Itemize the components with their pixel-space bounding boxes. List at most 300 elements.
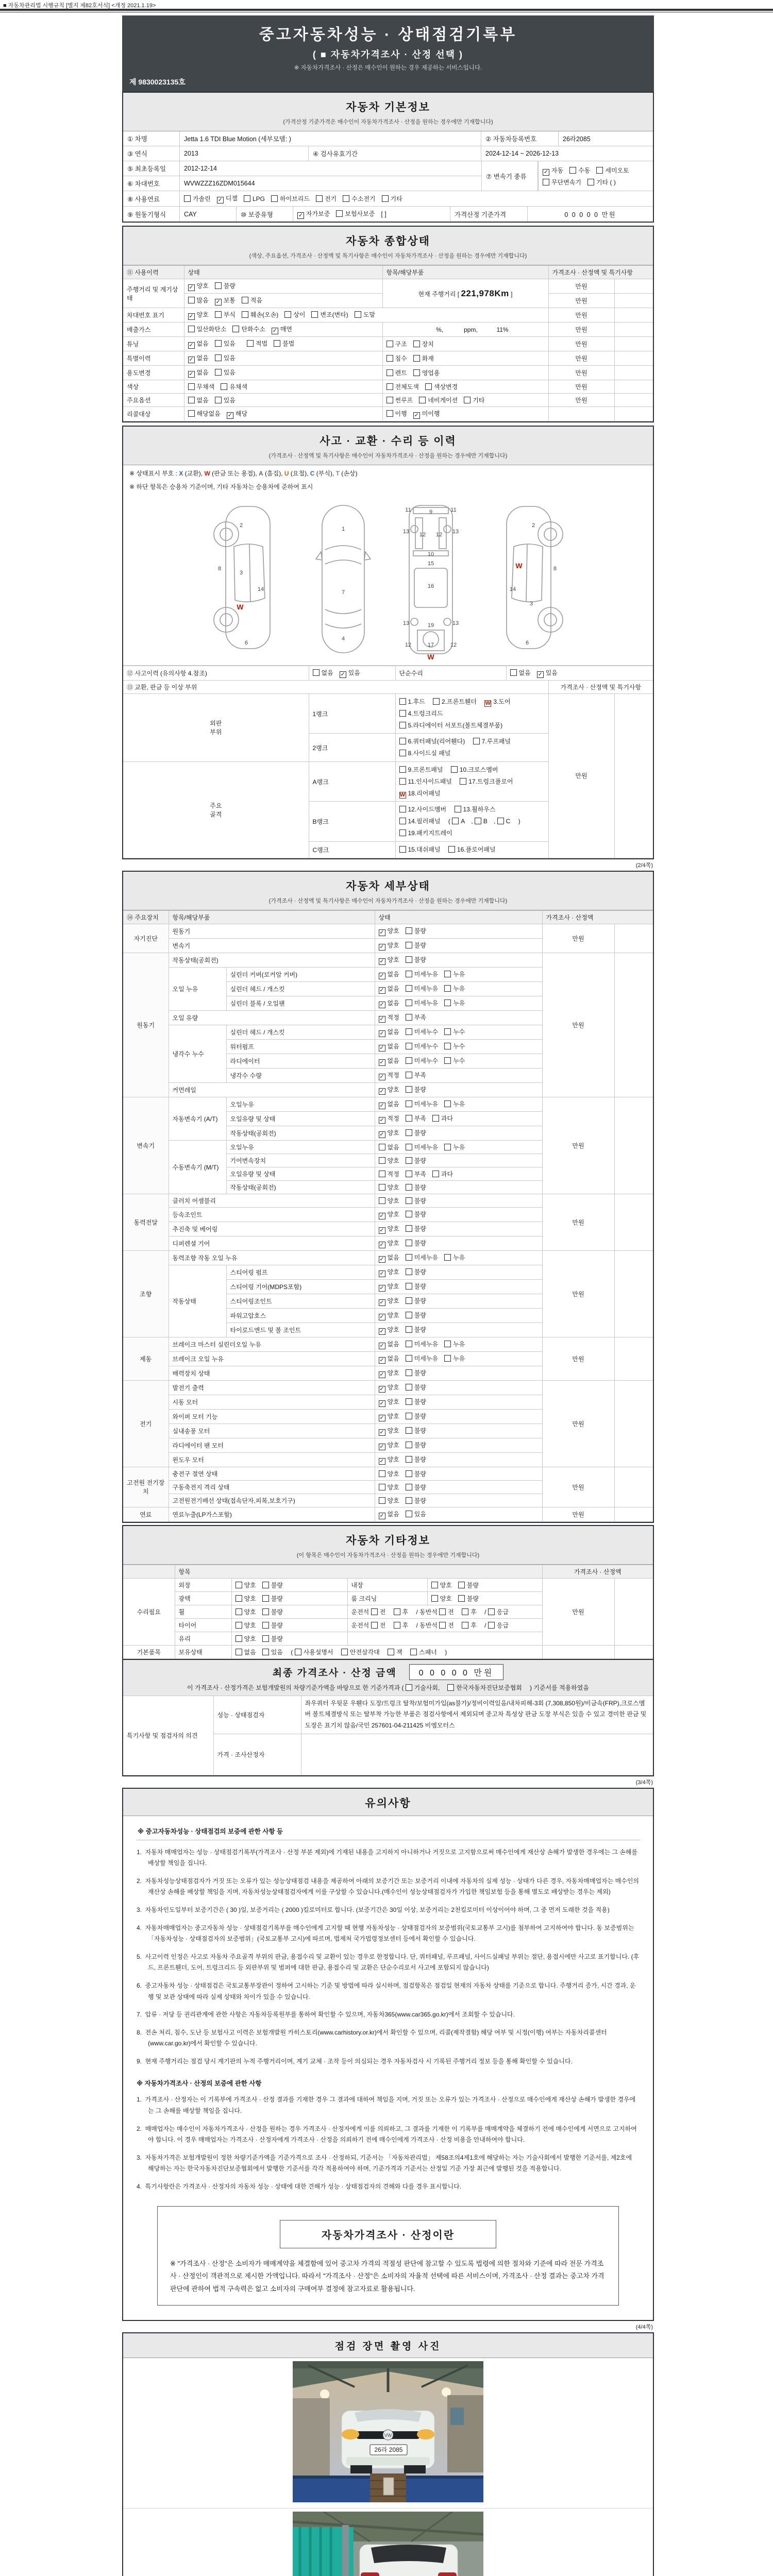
checkbox-option[interactable]: 불량: [406, 1283, 426, 1290]
checkbox-option[interactable]: 스패너: [410, 1649, 437, 1656]
checkbox-option[interactable]: 미세누수: [406, 1057, 438, 1064]
page-marker-3: (3/4쪽): [635, 1779, 653, 1786]
checkbox-option[interactable]: 많음: [188, 297, 209, 304]
checkbox-option[interactable]: 누유: [444, 1254, 465, 1261]
checkbox-option[interactable]: 불량: [406, 1326, 426, 1333]
checkbox-option[interactable]: 미세누유: [406, 1341, 438, 1348]
checkbox-option[interactable]: 불량: [406, 1157, 426, 1164]
checkbox-option[interactable]: 불법: [274, 340, 294, 347]
col-blank: [123, 1565, 175, 1578]
price-remarks-header: 가격조사 · 산정액 및 특기사항: [548, 681, 653, 694]
checkbox-option[interactable]: ✓ 양호: [379, 1427, 399, 1434]
checkbox-option[interactable]: 1.후드: [399, 698, 425, 705]
detail-item: 시동 모터: [169, 1395, 375, 1409]
checkbox-option[interactable]: 불량: [406, 1384, 426, 1391]
checkbox-option[interactable]: ✓ 자가보증: [297, 210, 330, 217]
checkbox-option[interactable]: 누유: [444, 971, 465, 978]
checkbox-option[interactable]: 4.트렁크리드: [399, 710, 443, 717]
checkbox-option[interactable]: W 3.도어: [485, 698, 511, 706]
checkbox-option[interactable]: ✓ 양호: [188, 311, 209, 318]
checkbox-option[interactable]: 2.프론트휀더: [433, 698, 477, 705]
checkbox-option[interactable]: ✓ 양호: [379, 1211, 399, 1218]
checkbox-option[interactable]: 7.루프패널: [473, 738, 511, 745]
photo-rear-container: [123, 2509, 653, 2576]
checkbox-option[interactable]: 양호: [379, 1497, 399, 1504]
detail-item: 작동상태(공회전): [226, 1126, 375, 1140]
checkbox-option[interactable]: 미세누수: [406, 1028, 438, 1036]
checkbox-option[interactable]: 누수: [444, 1028, 465, 1036]
checkbox-option[interactable]: 침수: [386, 355, 407, 362]
rank-label: 1랭크: [309, 694, 395, 734]
checkbox-option[interactable]: ✓ 양호: [379, 1369, 399, 1377]
checkbox-option[interactable]: 장치: [413, 341, 434, 348]
checkbox-option[interactable]: 양호: [379, 1184, 399, 1191]
checkbox-option[interactable]: ✓ 없음: [379, 985, 399, 992]
checkbox-option[interactable]: 불량: [262, 1582, 283, 1589]
overall-table: ⑪ 사용이력 상태 항목/해당부품 가격조사 · 산정액 및 특기사항 주행거리 및 계기상태 ✓양호 불량 현재 주행거리 [ 221,978Km ] 만원 많음 ✓ 보통 적음 만원 차대번호 표기 ✓ 양호 부식 훼손(오손) 상이 변조(변타) 도말 만원 배출가스 일산화탄소 탄화수소 ✓ 매연 %, ppm, 11% 만원 튜닝 ✓ 없음 있음 적법 불법 구조 장치 만원 특별이력 ✓ 없음 있음 침수 화재 만원 용도변경 ✓ 없음 있음 렌트 영업용 만원 색상 무채색 유채색 전체도색 색상변경 만원 주요옵션 없음 있음 썬루프 네비게이션 기타 만원 리콜대상 해당없음 ✓ 해당 이행 ✓ 미이행: [123, 265, 653, 421]
checkbox-option[interactable]: 불량: [406, 927, 426, 935]
value-vin: WVWZZZ16ZDM015644: [184, 180, 255, 187]
checkbox-option[interactable]: B: [475, 818, 488, 825]
label-transmission: ⑦ 변속기 종류: [481, 161, 538, 191]
checkbox-option[interactable]: 썬루프: [386, 397, 413, 404]
checkbox-option[interactable]: 없음: [379, 1144, 399, 1151]
col-item-part: 항목/해당부품: [382, 266, 548, 279]
checkbox-option[interactable]: ✓ 양호: [379, 1240, 399, 1247]
checkbox-option[interactable]: 불량: [406, 1268, 426, 1276]
checkbox-option[interactable]: 미세누유: [406, 1144, 438, 1151]
row-튜닝: 튜닝: [123, 337, 184, 351]
checkbox-option[interactable]: 전: [371, 1608, 386, 1616]
checkbox-option[interactable]: 불량: [406, 1197, 426, 1205]
checkbox-option[interactable]: 불량: [458, 1595, 479, 1602]
checkbox-option[interactable]: C: [497, 818, 511, 825]
checkbox-option[interactable]: 있음: [406, 1511, 426, 1518]
detail-item: 구동축전지 격리 상태: [169, 1480, 375, 1494]
svg-text:1: 1: [341, 526, 345, 532]
checkbox-option[interactable]: 없음: [236, 1649, 256, 1656]
detail-item: 동력조향 작동 오일 누유: [169, 1250, 375, 1265]
checkbox-option[interactable]: 불량: [406, 1470, 426, 1478]
detail-item: 냉각수 수량: [226, 1068, 375, 1082]
warranty-options: [297, 209, 381, 219]
notices-list-1: [137, 1847, 640, 2067]
checkbox-option[interactable]: ✓ 양호: [379, 1398, 399, 1405]
notice-item: 6. 중고자동차 성능 · 상태점검은 국토교통부장관이 정하여 고시하는 기준 및 방법에 따라 실시하며, 점검항목은 점검일 현재의 자동차 상태를 기준으로 합니다. 주행거리 증가, 시간 경과, 운행 및 보관 상태에 따라 실제 상태와 차이가 있을 수 있습니다.: [137, 1981, 636, 2001]
notice-item: 4. 특기사항란은 가격조사 · 산정자의 자동차 성능 · 상태에 대한 견해가 성능 · 상태점검자의 견해와 다를 경우 표시합니다.: [137, 2183, 462, 2191]
checkbox-option[interactable]: 불량: [406, 1427, 426, 1434]
checkbox-option[interactable]: 15.대쉬패널: [399, 846, 441, 853]
checkbox-option[interactable]: 미세누유: [406, 985, 438, 992]
checkbox-option[interactable]: 불량: [406, 1442, 426, 1449]
checkbox-option[interactable]: 불량: [262, 1622, 283, 1629]
checkbox-option[interactable]: 양호: [379, 1484, 399, 1491]
svg-text:19: 19: [427, 622, 434, 629]
checkbox-option[interactable]: 19.패키지트레이: [399, 829, 452, 837]
detail-item: 오일유량 및 상태: [226, 1111, 375, 1126]
checkbox-option[interactable]: 상이: [284, 311, 305, 318]
checkbox-option[interactable]: 있음: [262, 1649, 283, 1656]
checkbox-option[interactable]: 기타: [464, 397, 484, 404]
checkbox-option[interactable]: 무단변속기: [543, 179, 581, 186]
accident-history-label: ⑫ 사고이력 (유의사항 4.참조): [123, 666, 309, 681]
checkbox-option[interactable]: 불량: [406, 1369, 426, 1377]
svg-text:4: 4: [341, 636, 345, 642]
overall-note: (색상, 주요옵션, 가격조사 · 산정액 및 특기사항은 매수인이 자동차가격조사 · 산정을 원하는 경우에만 기재합니다): [249, 253, 527, 259]
checkbox-option[interactable]: 불량: [406, 1240, 426, 1247]
detail-item: 실린더 헤드 / 개스킷: [226, 1025, 375, 1039]
checkbox-option[interactable]: 불량: [406, 942, 426, 949]
checkbox-option[interactable]: ✓ 없음: [379, 999, 399, 1007]
value-first-registered: 2012-12-14: [184, 165, 217, 172]
checkbox-option[interactable]: ✓ 없음: [379, 1043, 399, 1050]
checkbox-option[interactable]: 불량: [406, 1456, 426, 1463]
checkbox-option[interactable]: ✓ 양호: [379, 1384, 399, 1391]
checkbox-option[interactable]: 렌트: [386, 369, 407, 377]
checkbox-option[interactable]: 화재: [413, 355, 434, 362]
checkbox-option[interactable]: 응급: [488, 1622, 509, 1629]
checkbox-option[interactable]: 양호: [236, 1622, 256, 1629]
checkbox-option[interactable]: 12.사이드멤버: [399, 806, 447, 813]
checkbox-option[interactable]: 있음: [215, 397, 236, 404]
service-note: ※ 자동차가격조사 · 산정은 매수인이 원하는 경우 제공하는 서비스입니다.: [294, 65, 482, 71]
checkbox-option[interactable]: 14.필러패널: [399, 818, 441, 825]
checkbox-option[interactable]: 부족: [406, 1072, 426, 1079]
checkbox-option[interactable]: 누유: [444, 1341, 465, 1348]
checkbox-option[interactable]: ✓ 없음: [379, 971, 399, 978]
opinion-text: [301, 1734, 653, 1775]
section-basic-info: 자동차 기본정보 (가격산정 기준가격은 매수인이 자동차가격조사 · 산정을 원하는 경우에만 기재합니다) ① 차명 Jetta 1.6 TDI Blue Motion (세부모델: ) ② 자동차등록번호 26라2085 ③ 연식 2013 ④ 검사유효기간 2024-12-14 ~ 2026-12-13 ⑤ 최초등록일 2012-12-14 ⑥ 차대번호 WVWZZZ16ZDM015644 ⑦ 변속기 종류 ✓자동 수동 세미오토 무단변속기 기타 ( ) ⑧ 사용연료 가솔린 ✓ 디젤 LPG 하이브리드 전기 수소전기 기타 ⑨ 원동기형식 CAY ⑩ 보증유형 ✓ 자가보증 보험사보증 [ ] 가격산정 기준가격 0 0 0 0 0 만원: [122, 92, 654, 223]
checkbox-option[interactable]: ✓ 없음: [188, 340, 209, 347]
checkbox-option[interactable]: 불량: [458, 1582, 479, 1589]
checkbox-option[interactable]: 누수: [444, 1043, 465, 1050]
checkbox-option[interactable]: ✓ 보통: [215, 297, 236, 304]
checkbox-option[interactable]: 양호: [379, 1197, 399, 1205]
detail-item: 라디에이터: [226, 1054, 375, 1068]
checkbox-option[interactable]: ✓ 양호: [379, 1283, 399, 1290]
checkbox-option[interactable]: 적정: [379, 1171, 399, 1178]
detail-item: 브레이크 마스터 실린더오일 누유: [169, 1337, 375, 1351]
checkbox-option[interactable]: ✓ 양호: [379, 1456, 399, 1463]
checkbox-option[interactable]: 부족: [406, 1115, 426, 1122]
checkbox-option[interactable]: ✓ 양호: [379, 1312, 399, 1319]
checkbox-option[interactable]: 불량: [406, 1484, 426, 1491]
checkbox-option[interactable]: 훼손(오손): [242, 311, 278, 318]
subgroup-label: 오일 누유: [169, 967, 226, 1010]
checkbox-option[interactable]: ✓ 없음: [188, 354, 209, 362]
checkbox-option[interactable]: 적음: [242, 297, 262, 304]
checkbox-option[interactable]: 불량: [406, 1398, 426, 1405]
checkbox-option[interactable]: 기타: [382, 194, 402, 203]
checkbox-option[interactable]: ✓ 양호: [379, 927, 399, 935]
value-inspection-period: 2024-12-14 ~ 2026-12-13: [485, 150, 559, 157]
checkbox-option[interactable]: 불량: [262, 1635, 283, 1642]
checkbox-option[interactable]: 있음: [215, 369, 236, 376]
checkbox-option[interactable]: 색상변경: [425, 383, 458, 391]
checkbox-option[interactable]: ✓양호: [188, 282, 209, 290]
detail-item: 윈도우 모터: [169, 1452, 375, 1467]
checkbox-option[interactable]: 6.쿼터패널(리어휀다): [399, 738, 465, 745]
notice-item: 2. 자동차성능상태점검자가 거짓 또는 오류가 있는 성능상태점검 내용을 제공하여 아래의 보증기간 또는 보증거리 이내에 자동차의 실제 성능 · 상태가 다른 경우, 자동차매매업자는 매수인의 재산상 손해를 배상할 책임을 지며, 자동차성능상태점검자에게 이를 구상할 수 있습니다.(매수인이 성능상태점검자가 가입한 책임보험 등을 통해 별도로 배상받는 경우는 제외): [137, 1877, 640, 1896]
detail-title: 자동차 세부상태: [346, 880, 430, 892]
repair-item: 내장: [347, 1578, 427, 1591]
detail-item: 기어변속장치: [226, 1154, 375, 1167]
checkbox-option[interactable]: 하이브리드: [271, 194, 310, 203]
svg-text:2: 2: [531, 522, 535, 529]
other-title: 자동차 기타정보: [346, 1534, 430, 1547]
checkbox-option[interactable]: ✓자동: [543, 167, 563, 174]
checkbox-option[interactable]: 탄화수소: [232, 326, 265, 333]
checkbox-option[interactable]: 전: [439, 1622, 454, 1629]
checkbox-option[interactable]: 적법: [247, 340, 267, 347]
checkbox-option[interactable]: 양호: [236, 1595, 256, 1602]
checkbox-option[interactable]: ✓ 없음: [379, 1341, 399, 1348]
checkbox-option[interactable]: 무채색: [188, 383, 215, 391]
definition-box-title: 자동차가격조사 · 산정이란: [280, 2220, 496, 2248]
checkbox-option[interactable]: 가솔린: [184, 194, 211, 203]
checkbox-option[interactable]: ✓ 없음: [188, 369, 209, 376]
checkbox-option[interactable]: 이행: [386, 410, 407, 417]
section-detailed-condition: [122, 871, 654, 1523]
car-left-side-diagram: [209, 502, 287, 657]
checkbox-option[interactable]: ✓ 없음: [379, 1355, 399, 1362]
checkbox-option[interactable]: 미세누유: [406, 971, 438, 978]
checkbox-option[interactable]: 영업용: [413, 369, 440, 377]
detail-item: 원동기: [169, 924, 375, 938]
detail-item: 연료누출(LP가스포함): [169, 1507, 375, 1521]
checkbox-option[interactable]: 과다: [432, 1171, 453, 1178]
checkbox-option[interactable]: 잭: [388, 1649, 402, 1656]
checkbox-option[interactable]: 누유: [444, 1144, 465, 1151]
checkbox-option[interactable]: 누유: [444, 985, 465, 992]
checkbox-option[interactable]: 누유: [444, 1100, 465, 1108]
checkbox-option[interactable]: ✓ 적정: [379, 1014, 399, 1021]
notice-item: 1. 가격조사 · 산정자는 이 기록부에 가격조사 · 산정 결과를 기재한 경우 그 결과에 대하여 책임을 지며, 거짓 또는 오류가 있는 가격조사 · 산정으로 매수인에게 재산상 손해가 발생한 경우에는 그 손해를 배상할 책임을 집니다.: [137, 2096, 636, 2115]
checkbox-option[interactable]: 후: [462, 1622, 477, 1629]
checkbox-option[interactable]: 없음: [510, 669, 531, 676]
checkbox-option[interactable]: 미세누유: [406, 1254, 438, 1261]
checkbox-option[interactable]: 기술사회,: [406, 1684, 440, 1691]
section-notices: [122, 1788, 654, 2321]
checkbox-option[interactable]: 수소전기: [343, 194, 375, 203]
checkbox-option[interactable]: 변조(변타): [311, 311, 348, 318]
checkbox-option[interactable]: 누수: [444, 1057, 465, 1064]
opinion-group-label: 특기사항 및 점검자의 의견: [123, 1696, 213, 1775]
simple-repair-options: [506, 666, 653, 681]
checkbox-option[interactable]: 불량: [406, 1211, 426, 1218]
detail-item: 디퍼렌셜 기어: [169, 1236, 375, 1250]
group-outer-panel: 외판 부위: [123, 694, 309, 762]
checkbox-option[interactable]: 불량: [406, 1312, 426, 1319]
checkbox-option[interactable]: 불량: [406, 1497, 426, 1504]
rank-label: C랭크: [309, 841, 395, 858]
checkbox-option[interactable]: LPG: [244, 195, 265, 202]
checkbox-option[interactable]: ✓ 없음: [379, 1028, 399, 1036]
checkbox-option[interactable]: 불량: [406, 1297, 426, 1304]
checkbox-option[interactable]: 불량: [406, 1086, 426, 1093]
legend-note: ※ 하단 항목은 승용차 기준이며, 기타 자동차는 승용차에 준하여 표시: [129, 483, 313, 490]
checkbox-option[interactable]: ✓ 양호: [379, 1413, 399, 1420]
checkbox-option[interactable]: 부식: [215, 311, 236, 318]
svg-text:VW: VW: [384, 2432, 392, 2438]
checkbox-option[interactable]: 양호: [379, 1157, 399, 1164]
detail-table: ⑭ 주요장치 항목/해당부품 상태 가격조사 · 산정액 자기진단 원동기 ✓ 양호 불량 만원 변속기 ✓ 양호 불량 원동기 작동상태(공회전) ✓ 양호 불량 만원 오일 누유 실린더 커버(로커암 커버) ✓ 없음 미세누유 누유 실린더 헤드 / 개스킷 ✓ 없음 미세누유 누유 실린더 블록 / 오일팬 ✓ 없음 미세누유 누유 오일 유량 ✓ 적정 부족 냉각수 누수 실린더 헤드 / 개스킷 ✓ 없음 미세누수 누수 워터펌프 ✓ 없음 미세누수 누수 라디에이터 ✓ 없음 미세누수 누수 냉각수 수량 ✓ 적정 부족 커먼레일 ✓ 양호 불량 변속기 자동변속기 (A/T) 오일누유 ✓ 없음 미세누유 누유 만원 오일유량 및 상태 ✓ 적정 부족 과다 작동상태(공회전) ✓ 양호 불량 수동변속기 (M/T) 오일누유 없음 미세누유 누유 기어변속장치 양호 불량 오일유량 및 상태 적정 부족 과다 작동상태(공회전) 양호 불량 동력전달 클러치 어셈블리 양호 불량 만원 등속조인트 ✓ 양호 불량 추진축 및 베어링 ✓ 양호 불량 디퍼렌셜 기어 ✓ 양호 불량 조향 동력조향 작동 오일 누유 ✓ 없음 미세누유 누유 만원 작동상태 스티어링 펌프 ✓ 양호 불량 스티어링 기어(MDPS포함) ✓ 양호 불량 스티어링조인트 ✓ 양호 불량 파워고압호스 ✓ 양호 불량 타이로드엔드 및 볼 조인트 ✓ 양호 불량 제동 브레이크 마스터 실린더오일 누유 ✓ 없음 미세누유 누유 만원 브레이크 오일 누유 ✓ 없음 미세누유 누유 배력장치 상태 ✓ 양호 불량 전기 발전기 출력 ✓ 양호 불량 만원 시동 모터 ✓ 양호 불량 와이퍼 모터 기능 ✓ 양호 불량 실내송풍 모터 ✓ 양호 불량 라디에이터 팬 모터 ✓ 양호 불량 윈도우 모터 ✓ 양호 불량 고전원 전기장치 충전구 절연 상태 양호 불량 만원 구동축전지 격리 상태 양호 불량 고전원전기배선 상태(접속단자,피복,보호기구) 양호 불량 연료 연료누출(LP가스포함) ✓ 없음 있음 만원: [123, 910, 653, 1522]
checkbox-option[interactable]: 후: [394, 1622, 409, 1629]
other-table: 항목 가격조사 · 산정액 수리필요 외장 양호 불량 내장 양호 불량 만원 광택 양호 불량 룸 크리닝 양호 불량 휠 양호 불량 운전석 전 후 / 동반석 전 후 / 응급 타이어 양호 불량 운전석 전 후 / 동반석 전 후 / 응급 유리 양호 불량 기본품목 보유상태 없음 있음 ( 사용설명서 안전삼각대 잭 스패너 ): [123, 1565, 653, 1659]
svg-text:12: 12: [435, 532, 442, 538]
checkbox-option[interactable]: A: [452, 818, 465, 825]
checkbox-option[interactable]: 11.인사이드패널: [399, 778, 452, 785]
checkbox-option[interactable]: 사용설명서: [295, 1649, 333, 1656]
checkbox-option[interactable]: 네비게이션: [419, 397, 458, 404]
checkbox-option[interactable]: ✓ 없음: [379, 1100, 399, 1108]
checkbox-option[interactable]: ✓ 양호: [379, 1268, 399, 1276]
section-overall-condition: [122, 226, 654, 422]
checkbox-option[interactable]: ✓ 양호: [379, 1442, 399, 1449]
checkbox-option[interactable]: 양호: [431, 1582, 452, 1589]
checkbox-option[interactable]: 구조: [386, 341, 407, 348]
checkbox-option[interactable]: 기타 ( ): [587, 179, 616, 186]
col-usage-history: ⑪ 사용이력: [123, 266, 184, 279]
checkbox-option[interactable]: 부족: [406, 1014, 426, 1021]
checkbox-option[interactable]: ✓ 없음: [379, 1057, 399, 1064]
col-major-device: ⑭ 주요장치: [123, 910, 169, 924]
photo-front-container: [123, 2358, 653, 2509]
checkbox-option[interactable]: 부족: [406, 1171, 426, 1178]
checkbox-option[interactable]: ✓ 양호: [379, 1129, 399, 1137]
photo-rear: [293, 2512, 483, 2576]
checkbox-option[interactable]: 미세누유: [406, 999, 438, 1007]
checkbox-option[interactable]: 세미오토: [596, 167, 629, 174]
checkbox-option[interactable]: 미세누수: [406, 1043, 438, 1050]
simple-repair-label: 단순수리: [395, 666, 506, 681]
checkbox-option[interactable]: 불량: [406, 956, 426, 963]
checkbox-option[interactable]: 전체도색: [386, 383, 419, 391]
checkbox-option[interactable]: 불량: [406, 1225, 426, 1232]
checkbox-option[interactable]: 불량: [262, 1608, 283, 1616]
checkbox-option[interactable]: 응급: [488, 1608, 509, 1616]
label-registration-no: ② 자동차등록번호: [481, 131, 559, 146]
basic-info-title: 자동차 기본정보: [346, 101, 430, 113]
checkbox-option[interactable]: 전: [439, 1608, 454, 1616]
checkbox-option[interactable]: 보험사보증: [336, 210, 375, 217]
checkbox-option[interactable]: ✓ 적정: [379, 1115, 399, 1122]
checkbox-option[interactable]: 있음: [215, 354, 236, 362]
checkbox-option[interactable]: W 18.리어패널: [399, 789, 441, 798]
checkbox-option[interactable]: 과다: [432, 1115, 453, 1122]
checkbox-option[interactable]: 미세누유: [406, 1100, 438, 1108]
label-model-year: ③ 연식: [123, 146, 180, 161]
checkbox-option[interactable]: 누유: [444, 1355, 465, 1362]
checkbox-option[interactable]: 양호: [236, 1608, 256, 1616]
checkbox-option[interactable]: 5.라디에이터 서포트(볼트체결부품): [399, 722, 503, 729]
svg-text:15: 15: [427, 561, 434, 567]
checkbox-option[interactable]: 양호: [431, 1595, 452, 1602]
checkbox-option[interactable]: 전: [371, 1622, 386, 1629]
checkbox-option[interactable]: ✓ 없음: [379, 1511, 399, 1518]
checkbox-option[interactable]: ✓ 없음: [379, 1254, 399, 1261]
checkbox-option[interactable]: ✓ 양호: [379, 1225, 399, 1232]
checkbox-option[interactable]: 양호: [236, 1635, 256, 1642]
checkbox-option[interactable]: 양호: [379, 1470, 399, 1478]
svg-text:12: 12: [405, 642, 411, 648]
checkbox-option[interactable]: 한국자동차진단보증협회: [447, 1684, 522, 1691]
car-underbody-diagram: [400, 502, 462, 661]
svg-text:9: 9: [429, 509, 432, 515]
current-mileage: 현재 주행거리 [ 221,978Km ]: [382, 279, 548, 308]
document-title: 중고자동차성능 · 상태점검기록부: [259, 26, 517, 43]
checkbox-option[interactable]: 도말: [355, 311, 375, 318]
checkbox-option[interactable]: ✓ 양호: [379, 1297, 399, 1304]
checkbox-option[interactable]: ✓ 매연: [272, 326, 292, 333]
notice-item: 9. 현재 주행거리는 점검 당시 계기판의 누적 주행거리이며, 계기 교체 · 조작 등이 의심되는 경우 자동차검사 시 기록된 주행거리 정보 등을 통해 확인할 수 있습니다.: [137, 2057, 573, 2065]
checkbox-option[interactable]: 전기: [316, 194, 337, 203]
row-mileage: 주행거리 및 계기상태: [123, 279, 184, 308]
checkbox-option[interactable]: 있음: [215, 340, 236, 347]
checkbox-option[interactable]: 후: [462, 1608, 477, 1616]
checkbox-option[interactable]: ✓ 양호: [379, 1086, 399, 1093]
checkbox-option[interactable]: ✓ 있음: [340, 669, 360, 676]
checkbox-option[interactable]: ✓ 있음: [537, 669, 558, 676]
checkbox-option[interactable]: ✓ 적정: [379, 1072, 399, 1079]
checkbox-option[interactable]: 없음: [188, 397, 209, 404]
checkbox-option[interactable]: 해당없음: [188, 410, 221, 417]
detail-item: 실린더 블록 / 오일팬: [226, 996, 375, 1010]
notice-item: 3. 자동차인도일부터 보증기간은 ( 30 )일, 보증거리는 ( 2000 )킬로미터로 합니다. (보증기간은 30일 이상, 보증거리는 2천킬로미터 이상이어야 하며, 그 중 먼저 도래한 것을 적용): [137, 1906, 610, 1913]
checkbox-option[interactable]: 불량: [406, 1129, 426, 1137]
checkbox-option[interactable]: 16.플로어패널: [448, 846, 496, 853]
checkbox-option[interactable]: 9.프론트패널: [399, 766, 443, 773]
notices-heading-1: ※ 중고자동차성능 · 상태점검의 보증에 관한 사항 등: [137, 1821, 640, 1840]
device-동력전달: 동력전달: [123, 1194, 169, 1250]
checkbox-option[interactable]: 수동: [569, 167, 590, 174]
checkbox-option[interactable]: ✓ 디젤: [217, 194, 238, 204]
svg-text:12: 12: [419, 532, 426, 538]
checkbox-option[interactable]: 일산화탄소: [188, 326, 227, 333]
svg-text:16: 16: [427, 583, 434, 589]
checkbox-option[interactable]: 불량: [406, 1184, 426, 1191]
checkbox-option[interactable]: ✓ 양호: [379, 942, 399, 949]
checkbox-option[interactable]: ✓ 미이행: [413, 410, 440, 417]
checkbox-option[interactable]: 17.트렁크플로어: [460, 778, 513, 785]
detail-item: 브레이크 오일 누유: [169, 1351, 375, 1366]
checkbox-option[interactable]: 유채색: [221, 383, 247, 391]
checkbox-option[interactable]: ✓ 양호: [379, 1326, 399, 1333]
col-price-remarks: 가격조사 · 산정액 및 특기사항: [548, 266, 653, 279]
detail-item: 클러치 어셈블리: [169, 1194, 375, 1207]
checkbox-option[interactable]: 8.사이드실 패널: [399, 750, 451, 757]
checkbox-option[interactable]: 양호: [236, 1582, 256, 1589]
device-조향: 조향: [123, 1250, 169, 1337]
checkbox-option[interactable]: 13.휠하우스: [455, 806, 496, 813]
checkbox-option[interactable]: 안전삼각대: [341, 1649, 380, 1656]
rank-label: B랭크: [309, 802, 395, 841]
checkbox-option[interactable]: 불량: [406, 1413, 426, 1420]
checkbox-option[interactable]: 없음: [313, 669, 333, 676]
checkbox-option[interactable]: 미세누유: [406, 1355, 438, 1362]
checkbox-option[interactable]: 후: [394, 1608, 409, 1616]
checkbox-option[interactable]: 누유: [444, 999, 465, 1007]
checkbox-option[interactable]: 불량: [215, 282, 236, 290]
checkbox-option[interactable]: ✓ 해당: [227, 410, 247, 417]
checkbox-option[interactable]: ✓ 양호: [379, 956, 399, 963]
section-photos: [122, 2332, 654, 2576]
detail-item: 오일 유량: [169, 1010, 375, 1025]
opinion-text: 좌우쿼터 우뒷문 우휀다 도장/트렁크 탈착/보험미가입(as불가)/정비이력있음/내차피해-3회 (7,308,850원)/비금속(FRP),크로스멤버 볼트체결방식 또는 탈부착 가능한 부품은 점검사항에서 제외되며 중고차 특성상 판금 도장 부식은 있을 수 있고 경미한 판금 및 도장은 표기치 않음/국민 257601-04-211425 비엠모터스: [301, 1696, 653, 1734]
opinion-who: 성능 · 상태점검자: [213, 1696, 301, 1734]
checkbox-option[interactable]: 불량: [262, 1595, 283, 1602]
checkbox-option[interactable]: 10.크로스멤버: [451, 766, 498, 773]
